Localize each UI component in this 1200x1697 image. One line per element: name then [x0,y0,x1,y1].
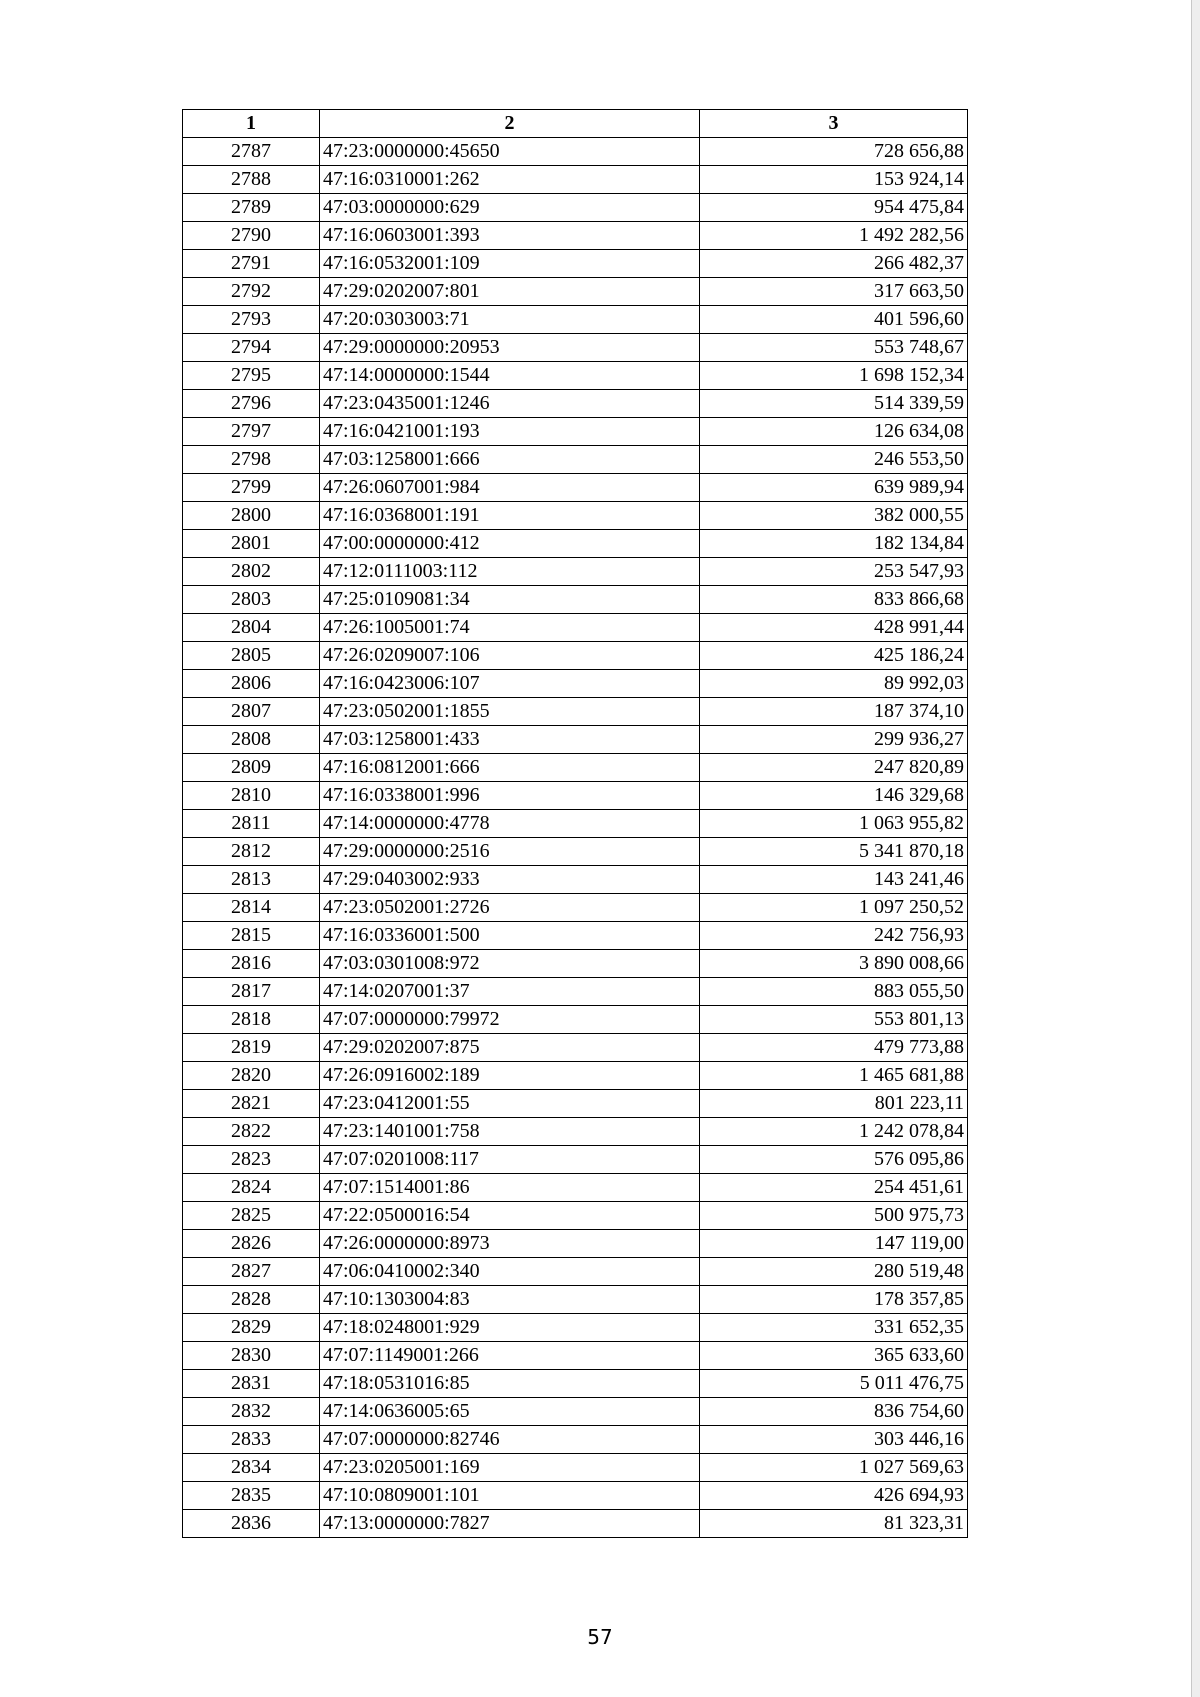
value-cell: 187 374,10 [700,698,968,726]
row-number-cell: 2834 [183,1454,320,1482]
table-row [183,418,968,446]
cadastral-number-cell: 47:23:0502001:1855 [320,698,700,726]
cadastral-number-cell: 47:16:0812001:666 [320,754,700,782]
row-number-cell: 2803 [183,586,320,614]
value-cell: 178 357,85 [700,1286,968,1314]
page-edge-border [1191,0,1200,1697]
row-number-cell: 2797 [183,418,320,446]
row-number-cell: 2835 [183,1482,320,1510]
value-cell: 883 055,50 [700,978,968,1006]
table-row [183,782,968,810]
row-number-cell: 2795 [183,362,320,390]
table-row [183,838,968,866]
row-number-cell: 2816 [183,950,320,978]
cadastral-number-cell: 47:26:1005001:74 [320,614,700,642]
cadastral-number-cell: 47:29:0202007:801 [320,278,700,306]
row-number-cell: 2829 [183,1314,320,1342]
table-row [183,1342,968,1370]
value-cell: 317 663,50 [700,278,968,306]
cadastral-number-cell: 47:07:0000000:79972 [320,1006,700,1034]
value-cell: 331 652,35 [700,1314,968,1342]
cadastral-number-cell: 47:03:1258001:666 [320,446,700,474]
value-cell: 182 134,84 [700,530,968,558]
row-number-cell: 2800 [183,502,320,530]
table-row [183,1398,968,1426]
value-cell: 126 634,08 [700,418,968,446]
row-number-cell: 2792 [183,278,320,306]
table-row [183,670,968,698]
cadastral-number-cell: 47:07:0201008:117 [320,1146,700,1174]
value-cell: 299 936,27 [700,726,968,754]
header-col-3: 3 [700,110,968,138]
value-cell: 382 000,55 [700,502,968,530]
cadastral-number-cell: 47:29:0403002:933 [320,866,700,894]
row-number-cell: 2806 [183,670,320,698]
row-number-cell: 2808 [183,726,320,754]
value-cell: 1 465 681,88 [700,1062,968,1090]
cadastral-number-cell: 47:23:0205001:169 [320,1454,700,1482]
value-cell: 425 186,24 [700,642,968,670]
table-row [183,1314,968,1342]
row-number-cell: 2822 [183,1118,320,1146]
cadastral-number-cell: 47:12:0111003:112 [320,558,700,586]
row-number-cell: 2813 [183,866,320,894]
header-row [183,110,968,138]
table-row [183,1202,968,1230]
cadastral-number-cell: 47:26:0209007:106 [320,642,700,670]
cadastral-number-cell: 47:23:1401001:758 [320,1118,700,1146]
row-number-cell: 2809 [183,754,320,782]
value-cell: 254 451,61 [700,1174,968,1202]
cadastral-number-cell: 47:29:0000000:20953 [320,334,700,362]
row-number-cell: 2812 [183,838,320,866]
cadastral-number-cell: 47:07:0000000:82746 [320,1426,700,1454]
cadastral-number-cell: 47:22:0500016:54 [320,1202,700,1230]
row-number-cell: 2833 [183,1426,320,1454]
cadastral-number-cell: 47:03:0301008:972 [320,950,700,978]
cadastral-number-cell: 47:26:0607001:984 [320,474,700,502]
table-row [183,1146,968,1174]
table-header [183,110,968,138]
value-cell: 266 482,37 [700,250,968,278]
table-row [183,1286,968,1314]
table-row [183,250,968,278]
cadastral-number-cell: 47:29:0000000:2516 [320,838,700,866]
value-cell: 833 866,68 [700,586,968,614]
value-cell: 576 095,86 [700,1146,968,1174]
row-number-cell: 2791 [183,250,320,278]
cadastral-number-cell: 47:10:1303004:83 [320,1286,700,1314]
table-row [183,390,968,418]
cadastral-number-cell: 47:13:0000000:7827 [320,1510,700,1538]
cadastral-number-cell: 47:16:0368001:191 [320,502,700,530]
value-cell: 1 097 250,52 [700,894,968,922]
value-cell: 143 241,46 [700,866,968,894]
value-cell: 365 633,60 [700,1342,968,1370]
value-cell: 514 339,59 [700,390,968,418]
table-row [183,446,968,474]
row-number-cell: 2821 [183,1090,320,1118]
table-row [183,222,968,250]
table-row [183,1118,968,1146]
cadastral-number-cell: 47:14:0636005:65 [320,1398,700,1426]
value-cell: 147 119,00 [700,1230,968,1258]
value-cell: 153 924,14 [700,166,968,194]
table-row [183,1174,968,1202]
table-row [183,166,968,194]
value-cell: 401 596,60 [700,306,968,334]
cadastral-number-cell: 47:16:0532001:109 [320,250,700,278]
table-row [183,1006,968,1034]
table-row [183,1426,968,1454]
row-number-cell: 2807 [183,698,320,726]
row-number-cell: 2794 [183,334,320,362]
table-row [183,194,968,222]
table-row [183,362,968,390]
value-cell: 1 492 282,56 [700,222,968,250]
value-cell: 81 323,31 [700,1510,968,1538]
table-body [183,138,968,1538]
row-number-cell: 2799 [183,474,320,502]
value-cell: 1 698 152,34 [700,362,968,390]
row-number-cell: 2798 [183,446,320,474]
cadastral-number-cell: 47:23:0502001:2726 [320,894,700,922]
value-cell: 836 754,60 [700,1398,968,1426]
row-number-cell: 2801 [183,530,320,558]
row-number-cell: 2819 [183,1034,320,1062]
cadastral-number-cell: 47:23:0435001:1246 [320,390,700,418]
table-row [183,642,968,670]
row-number-cell: 2831 [183,1370,320,1398]
table-row [183,1034,968,1062]
value-cell: 242 756,93 [700,922,968,950]
table-row [183,866,968,894]
cadastral-number-cell: 47:16:0310001:262 [320,166,700,194]
value-cell: 89 992,03 [700,670,968,698]
value-cell: 253 547,93 [700,558,968,586]
cadastral-number-cell: 47:10:0809001:101 [320,1482,700,1510]
row-number-cell: 2802 [183,558,320,586]
table-row [183,1510,968,1538]
table-row [183,754,968,782]
table-row [183,474,968,502]
table-row [183,950,968,978]
value-cell: 303 446,16 [700,1426,968,1454]
value-cell: 553 801,13 [700,1006,968,1034]
row-number-cell: 2818 [183,1006,320,1034]
value-cell: 728 656,88 [700,138,968,166]
value-cell: 146 329,68 [700,782,968,810]
row-number-cell: 2820 [183,1062,320,1090]
table-row [183,558,968,586]
table-row [183,530,968,558]
data-table [182,109,968,1538]
value-cell: 246 553,50 [700,446,968,474]
cadastral-number-cell: 47:14:0000000:1544 [320,362,700,390]
value-cell: 500 975,73 [700,1202,968,1230]
cadastral-number-cell: 47:16:0336001:500 [320,922,700,950]
value-cell: 5 341 870,18 [700,838,968,866]
row-number-cell: 2790 [183,222,320,250]
row-number-cell: 2825 [183,1202,320,1230]
table-row [183,502,968,530]
row-number-cell: 2832 [183,1398,320,1426]
table-row [183,726,968,754]
cadastral-number-cell: 47:00:0000000:412 [320,530,700,558]
table-row [183,1482,968,1510]
table-row [183,1090,968,1118]
row-number-cell: 2796 [183,390,320,418]
cadastral-number-cell: 47:14:0000000:4778 [320,810,700,838]
table-row [183,1230,968,1258]
value-cell: 1 027 569,63 [700,1454,968,1482]
value-cell: 247 820,89 [700,754,968,782]
cadastral-number-cell: 47:16:0421001:193 [320,418,700,446]
table-row [183,922,968,950]
cadastral-number-cell: 47:16:0603001:393 [320,222,700,250]
cadastral-number-cell: 47:23:0000000:45650 [320,138,700,166]
row-number-cell: 2823 [183,1146,320,1174]
cadastral-number-cell: 47:07:1514001:86 [320,1174,700,1202]
cadastral-number-cell: 47:16:0423006:107 [320,670,700,698]
value-cell: 639 989,94 [700,474,968,502]
value-cell: 280 519,48 [700,1258,968,1286]
value-cell: 426 694,93 [700,1482,968,1510]
value-cell: 954 475,84 [700,194,968,222]
value-cell: 801 223,11 [700,1090,968,1118]
cadastral-number-cell: 47:07:1149001:266 [320,1342,700,1370]
table-row [183,810,968,838]
cadastral-number-cell: 47:03:1258001:433 [320,726,700,754]
row-number-cell: 2817 [183,978,320,1006]
row-number-cell: 2804 [183,614,320,642]
table-row [183,1258,968,1286]
cadastral-number-cell: 47:14:0207001:37 [320,978,700,1006]
row-number-cell: 2827 [183,1258,320,1286]
page-number: 57 [587,1625,613,1649]
cadastral-number-cell: 47:26:0916002:189 [320,1062,700,1090]
header-col-2: 2 [320,110,700,138]
value-cell: 553 748,67 [700,334,968,362]
cadastral-number-cell: 47:18:0531016:85 [320,1370,700,1398]
cadastral-number-cell: 47:18:0248001:929 [320,1314,700,1342]
cadastral-number-cell: 47:23:0412001:55 [320,1090,700,1118]
cadastral-number-cell: 47:29:0202007:875 [320,1034,700,1062]
table-row [183,698,968,726]
row-number-cell: 2810 [183,782,320,810]
value-cell: 428 991,44 [700,614,968,642]
cadastral-number-cell: 47:06:0410002:340 [320,1258,700,1286]
row-number-cell: 2793 [183,306,320,334]
cadastral-number-cell: 47:16:0338001:996 [320,782,700,810]
row-number-cell: 2814 [183,894,320,922]
table-row [183,1370,968,1398]
table-row [183,978,968,1006]
table-row [183,1062,968,1090]
row-number-cell: 2828 [183,1286,320,1314]
cadastral-number-cell: 47:26:0000000:8973 [320,1230,700,1258]
row-number-cell: 2787 [183,138,320,166]
table-row [183,1454,968,1482]
row-number-cell: 2788 [183,166,320,194]
value-cell: 1 242 078,84 [700,1118,968,1146]
row-number-cell: 2826 [183,1230,320,1258]
table-row [183,894,968,922]
table-row [183,334,968,362]
table-row [183,586,968,614]
value-cell: 3 890 008,66 [700,950,968,978]
header-col-1: 1 [183,110,320,138]
row-number-cell: 2805 [183,642,320,670]
table-row [183,614,968,642]
value-cell: 479 773,88 [700,1034,968,1062]
cadastral-number-cell: 47:25:0109081:34 [320,586,700,614]
row-number-cell: 2824 [183,1174,320,1202]
row-number-cell: 2830 [183,1342,320,1370]
row-number-cell: 2836 [183,1510,320,1538]
cadastral-number-cell: 47:20:0303003:71 [320,306,700,334]
value-cell: 5 011 476,75 [700,1370,968,1398]
row-number-cell: 2789 [183,194,320,222]
row-number-cell: 2815 [183,922,320,950]
table-row [183,306,968,334]
table-row [183,278,968,306]
value-cell: 1 063 955,82 [700,810,968,838]
table-row [183,138,968,166]
row-number-cell: 2811 [183,810,320,838]
cadastral-number-cell: 47:03:0000000:629 [320,194,700,222]
